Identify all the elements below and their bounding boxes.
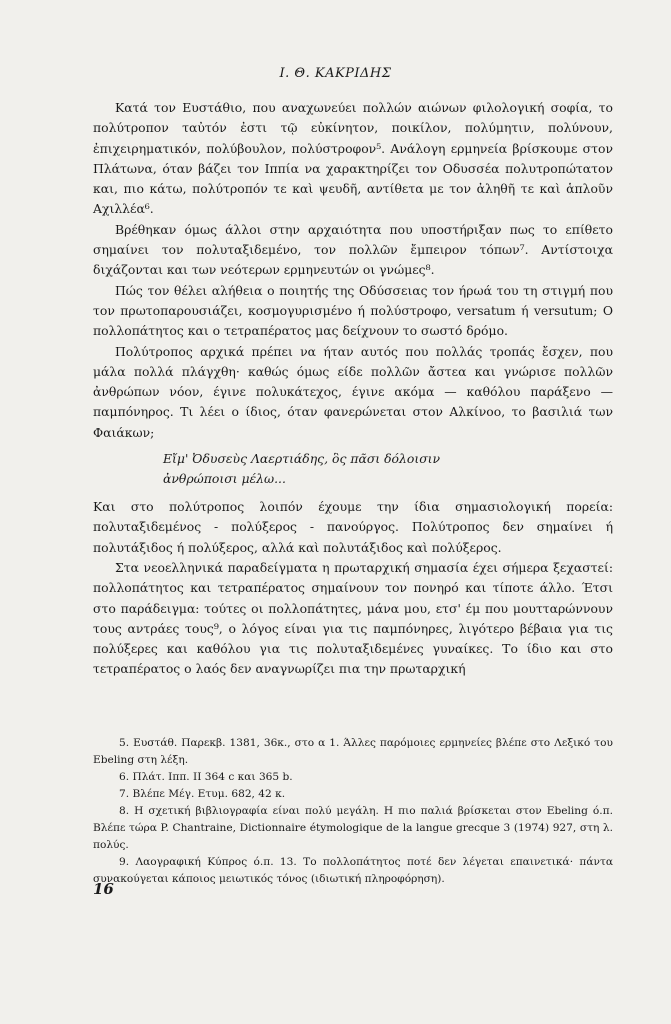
footnote-6: 6. Πλάτ. Ιππ. ΙΙ 364 c και 365 b. — [119, 771, 293, 783]
verse-line-2: ἀνθρώποισι μέλω... — [163, 471, 286, 487]
footnote-9: 9. Λαογραφική Κύπρος ό.π. 13. Το πολλοπάτητος ποτέ δεν λέγεται επαινετικά· πάντα συνακούγεται κάποιος μειωτικός τόνος (ιδιωτική πληροφόρηση). — [93, 856, 613, 885]
paragraph-2: Βρέθηκαν όμως άλλοι στην αρχαιότητα που υποστήριξαν πως το επίθετο σημαίνει τον πολυταξιδεμένο, τον πολλῶν ἔμπειρον τόπων⁷. Αντίστοιχα διχάζονται και των νεότερων ερμηνευτών οι γνώμες⁸. — [93, 221, 613, 278]
paragraph-1: Κατά τον Ευστάθιο, που αναχωνεύει πολλών αιώνων φιλολογική σοφία, το πολύτροπον ταὐτόν ἐστι τῷ εὐκίνητον, ποικίλον, πολύμητιν, πολύνουν, ἐπιχειρηματικόν, πολύβουλον, πολύστροφον⁵. Ανάλογη ερμηνεία βρίσκουμε στον Πλάτωνα, όταν βάζει τον Ιππία να χαρακτηρίζει τον Οδυσσέα πολυτροπώτατον και, πιο κάτω, πολύτροπόν τε καὶ ψευδῆ, αντίθετα με τον ἀληθῆ τε καὶ ἁπλοῦν Αχιλλέα⁶. — [93, 100, 613, 217]
footnote-8: 8. Η σχετική βιβλιογραφία είναι πολύ μεγάλη. Η πιο παλιά βρίσκεται στον Ebeling ό.π. Βλέπε τώρα P. Chantraine, Dictionnaire étymologique de la langue grecque 3 (1974) 927, στη λ. πολύς. — [93, 805, 613, 851]
main-text — [93, 98, 613, 680]
paragraph-5: Και στο πολύτροπος λοιπόν έχουμε την ίδια σημασιολογική πορεία: πολυταξιδεμένος - πολύξερος - πανούργος. Πολύτροπος δεν σημαίνει ή πολυτάξιδος ή πολύξερος, αλλά καὶ πολυτάξιδος καὶ πολύξερος. — [93, 499, 613, 555]
paragraph-4: Πολύτροπος αρχικά πρέπει να ήταν αυτός που πολλάς τροπάς ἔσχεν, που μάλα πολλά πλάγχθη· καθώς όμως είδε πολλῶν ἄστεα και γνώρισε πολλῶν ἀνθρώπων νόον, έγινε πολυκάτεχος, έγινε ακόμα — καθόλου παράξενο — παμπόνηρος. Τι λέει ο ίδιος, όταν φανερώνεται στον Αλκίνοο, το βασιλιά των Φαιάκων; — [93, 343, 613, 440]
footnotes — [93, 735, 613, 888]
page-number: 16 — [93, 880, 114, 898]
footnote-7: 7. Βλέπε Μέγ. Ετυμ. 682, 42 κ. — [119, 788, 286, 800]
paragraph-6: Στα νεοελληνικά παραδείγματα η πρωταρχική σημασία έχει σήμερα ξεχαστεί: πολλοπάτητος και τετραπέρατος σημαίνουν τον πονηρό και τίποτε άλλο. Έτσι στο παράδειγμα: τούτες οι πολλοπάτητες, μάνα μου, ετσ' έμ που μουτταρώννουν τους αντράες τους⁹, ο λόγος είναι για τις παμπόνηρες, λιγότερο βέβαια για τις πολύξερες και καθόλου για τις πολυταξιδεμένες γυναίκες. Το ίδιο και στο τετραπέρατος ο λαός δεν αναγνωρίζει πια την πρωταρχική — [93, 559, 613, 677]
verse-quote — [163, 449, 613, 489]
paragraph-3: Πώς τον θέλει αλήθεια ο ποιητής της Οδύσσειας τον ήρωά του τη στιγμή που τον πρωτοπαρουσιάζει, κοσμογυρισμένο ή πολύστροφο, versatum ή versutum; Ο πολλοπάτητος και ο τετραπέρατος μας δείχνουν το σωστό δρόμο. — [93, 282, 613, 339]
footnote-5: 5. Ευστάθ. Παρεκβ. 1381, 36κ., στο α 1. Άλλες παρόμοιες ερμηνείες βλέπε στο Λεξικό του Ebeling στη λέξη. — [93, 737, 613, 766]
verse-line-1: Εἴμ' Ὀδυσεὺς Λαερτιάδης, ὃς πᾶσι δόλοισιν — [163, 451, 441, 467]
running-header: Ι. Θ. ΚΑΚΡΙΔΗΣ — [279, 66, 392, 81]
